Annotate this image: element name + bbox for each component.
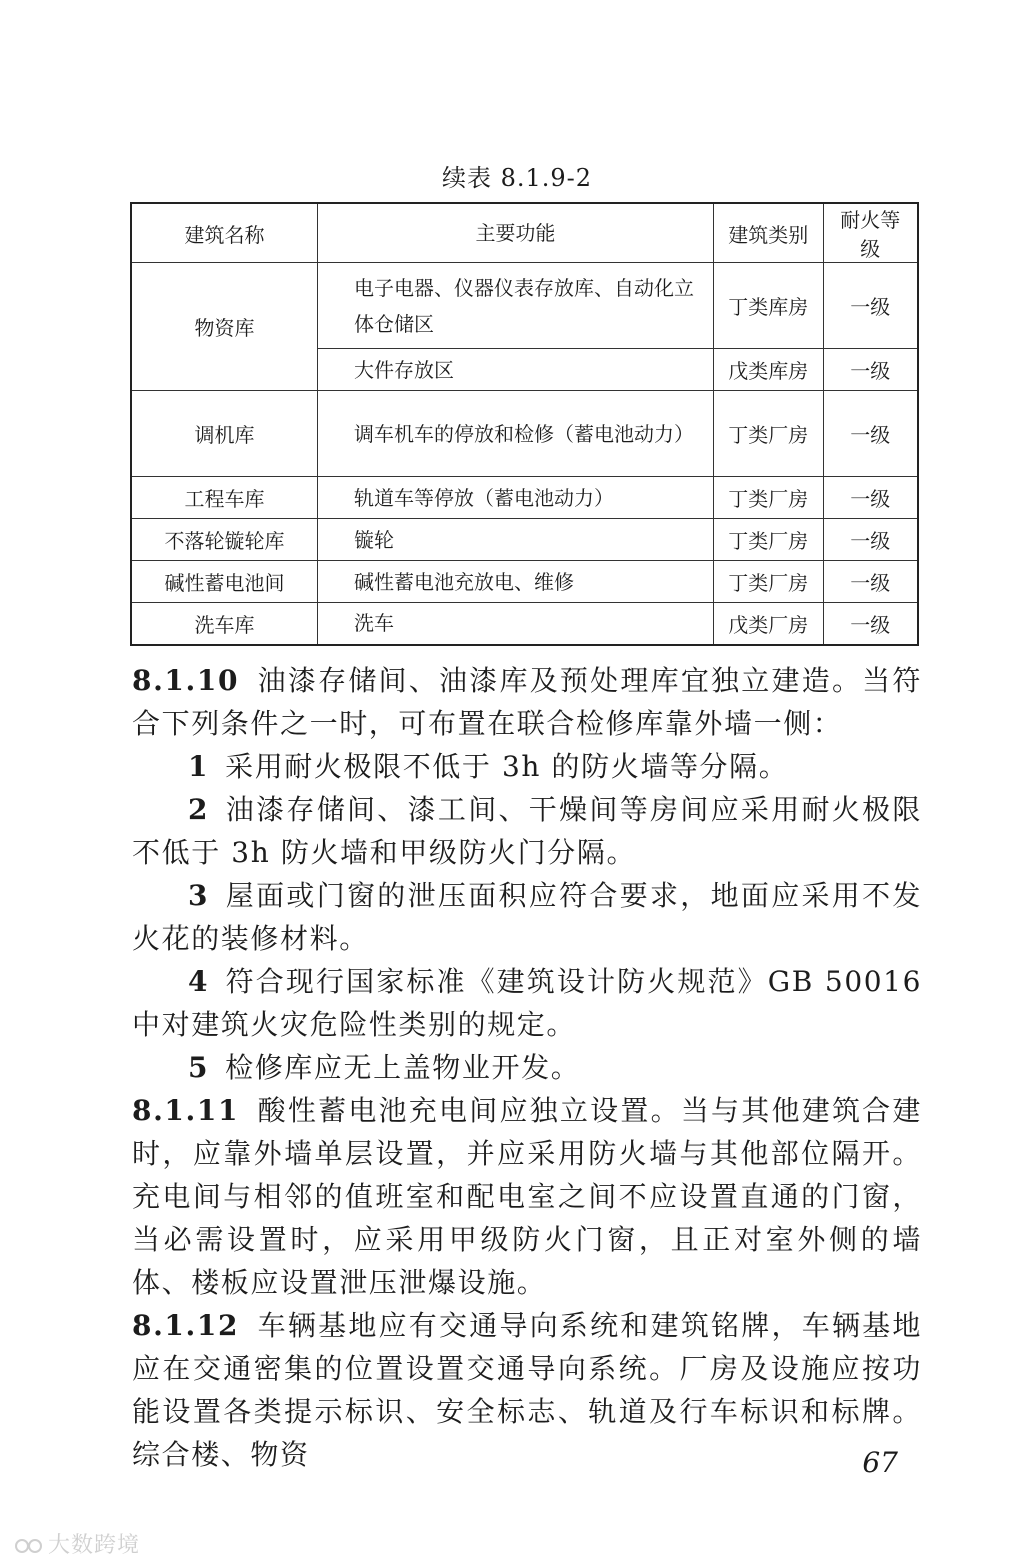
cell-category: 丁类库房: [713, 263, 823, 349]
cell-function: 轨道车等停放（蓄电池动力）: [317, 477, 713, 519]
table-row: [131, 477, 918, 519]
list-item: [132, 1046, 922, 1089]
section-number: 8.1.10: [132, 664, 240, 697]
section-number: 8.1.11: [132, 1094, 240, 1127]
item-number: 2: [188, 793, 210, 826]
cell-level: 一级: [823, 477, 918, 519]
table-header-row: [131, 203, 918, 263]
header-fire-rating: 耐火等级: [823, 203, 918, 263]
cell-building-name: 碱性蓄电池间: [131, 561, 317, 603]
cell-level: 一级: [823, 391, 918, 477]
header-building-category: 建筑类别: [713, 203, 823, 263]
cell-function: 电子电器、仪器仪表存放库、自动化立体仓储区: [317, 263, 713, 349]
cell-function: 调车机车的停放和检修（蓄电池动力）: [317, 391, 713, 477]
item-number: 4: [188, 965, 210, 998]
watermark: [14, 1528, 140, 1559]
list-item: [132, 745, 922, 788]
table-row: [131, 519, 918, 561]
cell-level: 一级: [823, 263, 918, 349]
cell-function: 镟轮: [317, 519, 713, 561]
cell-category: 丁类厂房: [713, 519, 823, 561]
cell-category: 戊类库房: [713, 349, 823, 391]
item-text: 采用耐火极限不低于 3h 的防火墙等分隔。: [225, 750, 789, 783]
section-8-1-11: [132, 1089, 922, 1304]
list-item: [132, 874, 922, 960]
section-text: 酸性蓄电池充电间应独立设置。当与其他建筑合建时，应靠外墙单层设置，并应采用防火墙与其他部位隔开。充电间与相邻的值班室和配电室之间不应设置直通的门窗，当必需设置时，应采用甲级防火门窗，且正对室外侧的墙体、楼板应设置泄压泄爆设施。: [132, 1094, 922, 1299]
fire-rating-table: [130, 202, 919, 646]
header-building-name: 建筑名称: [131, 203, 317, 263]
item-number: 5: [188, 1051, 210, 1084]
list-item: [132, 960, 922, 1046]
header-main-function: 主要功能: [317, 203, 713, 263]
item-number: 3: [188, 879, 210, 912]
list-item: [132, 788, 922, 874]
section-8-1-10: [132, 659, 922, 745]
cell-category: 丁类厂房: [713, 561, 823, 603]
cell-category: 丁类厂房: [713, 477, 823, 519]
cell-building-name: 物资库: [131, 263, 317, 391]
section-text: 车辆基地应有交通导向系统和建筑铭牌，车辆基地应在交通密集的位置设置交通导向系统。厂房及设施应按功能设置各类提示标识、安全标志、轨道及行车标识和标牌。综合楼、物资: [132, 1309, 922, 1471]
cell-level: 一级: [823, 519, 918, 561]
cell-level: 一级: [823, 561, 918, 603]
watermark-logo-icon: [14, 1537, 44, 1555]
cell-building-name: 洗车库: [131, 603, 317, 645]
cell-function: 碱性蓄电池充放电、维修: [317, 561, 713, 603]
table-row: [131, 391, 918, 477]
cell-level: 一级: [823, 349, 918, 391]
cell-category: 戊类厂房: [713, 603, 823, 645]
section-number: 8.1.12: [132, 1309, 240, 1342]
item-text: 屋面或门窗的泄压面积应符合要求，地面应采用不发火花的装修材料。: [132, 879, 922, 955]
item-text: 油漆存储间、漆工间、干燥间等房间应采用耐火极限不低于 3h 防火墙和甲级防火门分隔。: [132, 793, 922, 869]
cell-building-name: 调机库: [131, 391, 317, 477]
table-caption: 续表 8.1.9-2: [441, 164, 593, 192]
item-text: 符合现行国家标准《建筑设计防火规范》GB 50016 中对建筑火灾危险性类别的规定。: [132, 965, 922, 1041]
table-row: [131, 263, 918, 349]
item-number: 1: [188, 750, 210, 783]
table-row: [131, 561, 918, 603]
cell-level: 一级: [823, 603, 918, 645]
item-text: 检修库应无上盖物业开发。: [225, 1051, 581, 1084]
cell-category: 丁类厂房: [713, 391, 823, 477]
cell-function: 洗车: [317, 603, 713, 645]
watermark-text: 大数跨境: [48, 1533, 141, 1558]
cell-function: 大件存放区: [317, 349, 713, 391]
section-text: 油漆存储间、油漆库及预处理库宜独立建造。当符合下列条件之一时，可布置在联合检修库靠外墙一侧：: [132, 664, 922, 740]
cell-building-name: 工程车库: [131, 477, 317, 519]
body-text: [132, 659, 922, 1476]
cell-building-name: 不落轮镟轮库: [131, 519, 317, 561]
page-number: 67: [862, 1446, 898, 1479]
section-8-1-12: [132, 1304, 922, 1476]
table-row: [131, 603, 918, 645]
